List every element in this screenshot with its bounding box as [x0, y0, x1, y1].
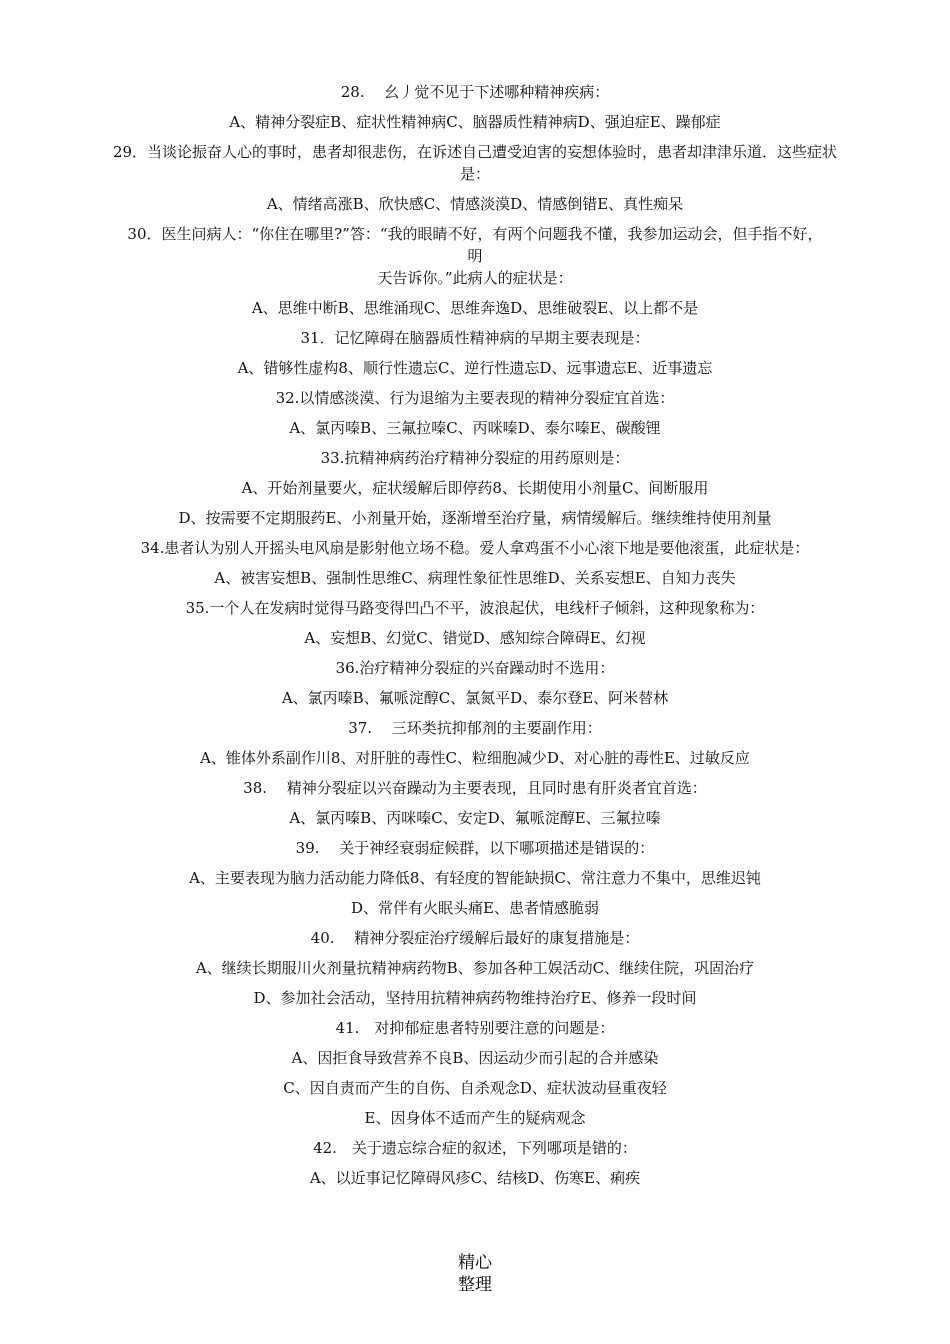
question-30-cont-2: 天告诉你。”此病人的症状是： [377, 269, 573, 287]
options-34: A、被害妄想B、强制性思维C、病理性象征性思维D、关系妄想E、自知力丧失 [214, 569, 736, 587]
options-35: A、妄想B、幻觉C、错觉D、感知综合障碍E、幻视 [304, 629, 646, 647]
options-33-a: A、开始剂量要火，症状缓解后即停药8、长期使用小剂量C、间断服用 [241, 479, 709, 497]
page-footer [0, 1252, 950, 1296]
options-36: A、氯丙嗪B、氟哌淀醇C、氯氮平D、泰尔登E、阿米替林 [281, 689, 669, 707]
options-42: A、以近事记忆障碍风疹C、结核D、伤寒E、痢疾 [309, 1169, 641, 1187]
options-40-b: D、参加社会活动，坚持用抗精神病药物维持治疗E、修养一段时间 [253, 989, 697, 1007]
options-38: A、氯丙嗪B、丙咪嗪C、安定D、氟哌淀醇E、三氟拉嗪 [289, 809, 661, 827]
options-39-a: A、主要表现为脑力活动能力降低8、有轻度的智能缺损C、常注意力不集中，思维迟钝 [189, 869, 761, 887]
question-35: 35.一个人在发病时觉得马路变得凹凸不平，波浪起伏，电线杆子倾斜，这种现象称为： [185, 599, 765, 617]
options-28: A、精神分裂症B、症状性精神病C、脑器质性精神病D、强迫症E、躁郁症 [229, 113, 721, 131]
options-29: A、情绪高涨B、欣快感C、情感淡漠D、情感倒错E、真性痴呆 [266, 195, 684, 213]
question-37: 37. 三环类抗抑郁剂的主要副作用： [348, 719, 602, 737]
question-36: 36.治疗精神分裂症的兴奋躁动时不选用： [335, 659, 615, 677]
question-28: 28. 幺丿觉不见于下述哪种精神疾病： [340, 83, 610, 101]
options-41-c: E、因身体不适而产生的疑病观念 [364, 1109, 586, 1127]
options-30: A、思维中断B、思维涌现C、思维奔逸D、思维破裂E、以上都不是 [251, 299, 699, 317]
question-33: 33.抗精神病药治疗精神分裂症的用药原则是： [320, 449, 630, 467]
question-30-cont: 明 [467, 247, 483, 265]
question-31: 31．记忆障碍在脑器质性精神病的早期主要表现是： [300, 329, 650, 347]
question-41: 41. 对抑郁症患者特别要注意的问题是： [335, 1019, 615, 1037]
question-32: 32.以情感淡漠、行为退缩为主要表现的精神分裂症宜首选： [275, 389, 675, 407]
question-42: 42. 关于遗忘综合症的叙述，下列哪项是错的： [313, 1139, 637, 1157]
options-41-b: C、因自责而产生的自伤、自杀观念D、症状波动昼重夜轻 [283, 1079, 667, 1097]
question-38: 38. 精神分裂症以兴奋躁动为主要表现，且同时患有肝炎者宜首选： [243, 779, 707, 797]
question-30: 30．医生问病人：“你住在哪里?”答：“我的眼睛不好，有两个问题我不懂，我参加运动会，但手指不好， [127, 225, 823, 243]
options-37: A、锥体外系副作川8、对肝脏的毒性C、粒细胞减少D、对心脏的毒性E、过敏反应 [200, 749, 750, 767]
question-29: 29．当谈论振奋人心的事时，患者却很悲伤，在诉述自己遭受迫害的妄想体验时，患者却津津乐道．这些症状 [112, 143, 838, 161]
question-34: 34.患者认为别人开摇头电风扇是影射他立场不稳。爱人拿鸡蛋不小心滚下地是要他滚蛋，此症状是： [140, 539, 810, 557]
options-41-a: A、因拒食导致营养不良B、因运动少而引起的合并感染 [291, 1049, 659, 1067]
options-33-b: D、按需要不定期服药E、小剂量开始，逐渐增至治疗量，病情缓解后。继续维持使用剂量 [178, 509, 772, 527]
footer-line-2: 整理 [458, 1275, 492, 1295]
document-body [0, 82, 950, 1198]
options-40-a: A、继续长期服川火剂量抗精神病药物B、参加各种工娱活动C、继续住院，巩固治疗 [195, 959, 755, 977]
question-39: 39. 关于神经衰弱症候群，以下哪项描述是错误的： [295, 839, 655, 857]
footer-line-1: 精心 [458, 1253, 492, 1273]
options-32: A、氯丙嗪B、三氟拉嗪C、丙咪嗪D、泰尔嗪E、碳酸锂 [289, 419, 661, 437]
options-39-b: D、常伴有火眠头痛E、患者情感脆弱 [351, 899, 599, 917]
options-31: A、错够性虚构8、顺行性遗忘C、逆行性遗忘D、远事遗忘E、近事遗忘 [237, 359, 713, 377]
question-40: 40. 精神分裂症治疗缓解后最好的康复措施是： [310, 929, 640, 947]
question-29-cont: 是： [459, 165, 490, 183]
